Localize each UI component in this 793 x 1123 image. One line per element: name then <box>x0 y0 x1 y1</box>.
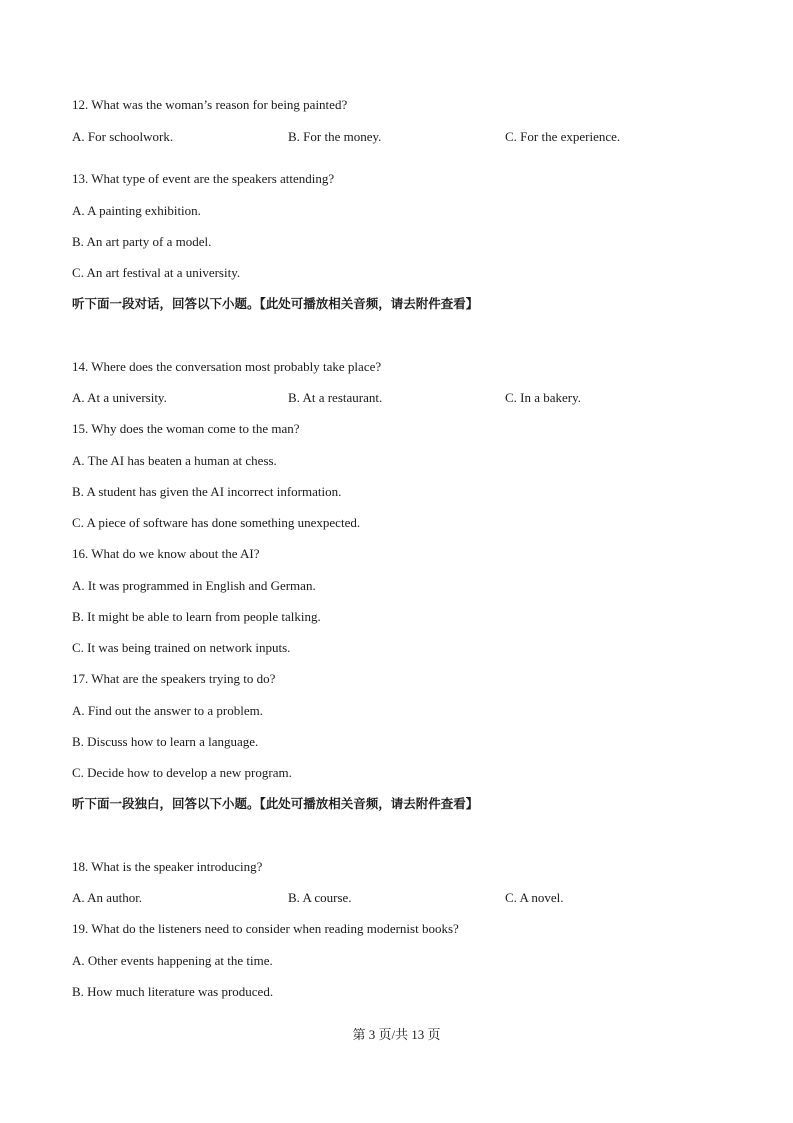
option-a: A. Other events happening at the time. <box>72 953 273 968</box>
question-12-options <box>72 129 772 145</box>
option-c: C. Decide how to develop a new program. <box>72 765 292 780</box>
option-b: B. It might be able to learn from people talking. <box>72 609 321 624</box>
option-c: C. An art festival at a university. <box>72 265 241 280</box>
page-number: 第 3 页/共 13 页 <box>352 1027 441 1042</box>
option-a: A. The AI has beaten a human at chess. <box>72 453 277 468</box>
option-b: B. At a restaurant. <box>288 390 383 405</box>
option-c: C. For the experience. <box>505 129 621 144</box>
option-b: B. For the money. <box>288 129 382 144</box>
question-19-stem: 19. What do the listeners need to consider when reading modernist books? <box>72 921 459 936</box>
section-instruction: 听下面一段对话，回答以下小题。【此处可播放相关音频，请去附件查看】 <box>72 296 479 311</box>
question-14-options <box>72 390 772 406</box>
option-b: B. A course. <box>288 890 352 905</box>
question-17-stem: 17. What are the speakers trying to do? <box>72 671 276 686</box>
question-13-stem: 13. What type of event are the speakers attending? <box>72 171 335 186</box>
option-a: A. At a university. <box>72 390 167 405</box>
question-12-stem: 12. What was the woman’s reason for being painted? <box>72 97 348 112</box>
option-c: C. A piece of software has done something unexpected. <box>72 515 361 530</box>
option-c: C. A novel. <box>505 890 564 905</box>
option-a: A. It was programmed in English and German. <box>72 578 316 593</box>
option-b: B. A student has given the AI incorrect information. <box>72 484 342 499</box>
question-14-stem: 14. Where does the conversation most probably take place? <box>72 359 382 374</box>
option-b: B. Discuss how to learn a language. <box>72 734 259 749</box>
question-18-options <box>72 890 772 906</box>
option-a: A. A painting exhibition. <box>72 203 201 218</box>
question-15-stem: 15. Why does the woman come to the man? <box>72 421 300 436</box>
option-a: A. For schoolwork. <box>72 129 174 144</box>
option-c: C. It was being trained on network inputs. <box>72 640 291 655</box>
option-b: B. An art party of a model. <box>72 234 212 249</box>
section-instruction: 听下面一段独白，回答以下小题。【此处可播放相关音频，请去附件查看】 <box>72 796 479 811</box>
option-c: C. In a bakery. <box>505 390 582 405</box>
question-18-stem: 18. What is the speaker introducing? <box>72 859 263 874</box>
option-b: B. How much literature was produced. <box>72 984 274 999</box>
option-a: A. Find out the answer to a problem. <box>72 703 263 718</box>
question-16-stem: 16. What do we know about the AI? <box>72 546 260 561</box>
option-a: A. An author. <box>72 890 143 905</box>
